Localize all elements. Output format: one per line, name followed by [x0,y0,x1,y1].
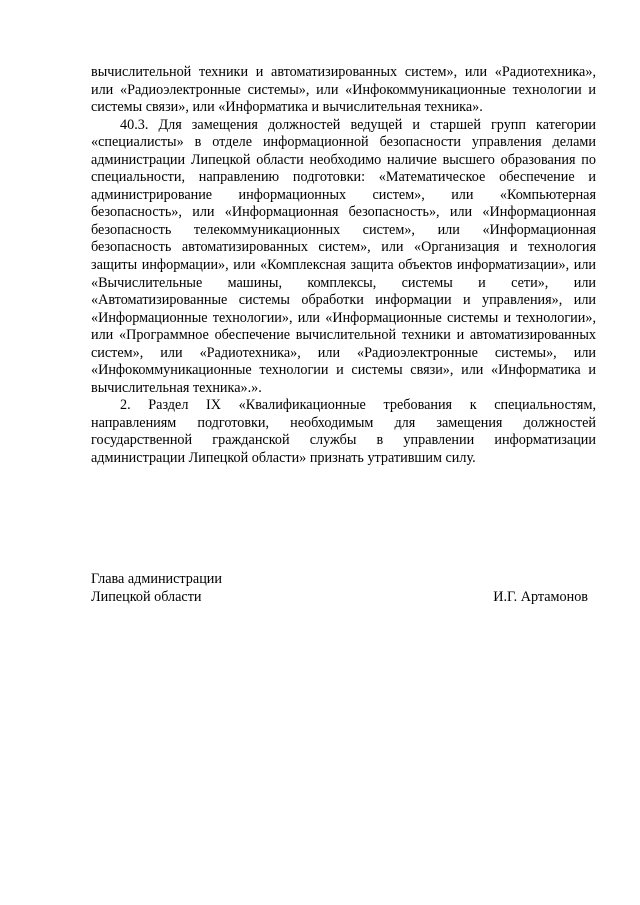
paragraph-item-2: 2. Раздел IX «Квалификационные требования к специальностям, направлениям подготовки, необходимым для замещения должностей государственной гражданской службы в управлении информатизации администрации Липецкой области» признать утратившим силу. [91,397,596,467]
signature-block [91,571,588,606]
paragraph-continuation: вычислительной техники и автоматизированных систем», или «Радиотехника», или «Радиоэлектронные системы», или «Инфокоммуникационные технологии и системы связи», или «Информатика и вычислительная техника». [91,64,596,116]
signatory-title-line1: Глава администрации [91,571,222,587]
signatory-title-line2: Липецкой области [91,588,202,605]
document-body [91,64,596,468]
signature-row [91,589,588,607]
signatory-name: И.Г. Артамонов [493,588,588,605]
paragraph-item-40-3: 40.3. Для замещения должностей ведущей и старшей групп категории «специалисты» в отделе информационной безопасности управления делами администрации Липецкой области необходимо наличие высшего образования по специальности, направлению подготовки: «Математическое обеспечение и администрирование информационных систем», или «Компьютерная безопасность», или «Информационная безопасность», или «Информационная безопасность телекоммуникационных систем», или «Информационная безопасность автоматизированных систем», или «Организация и технология защиты информации», или «Комплексная защита объектов информатизации», или «Вычислительные машины, комплексы, системы и сети», или «Автоматизированные системы обработки информации и управления», или «Информационные технологии», или «Информационные системы и технологии», или «Программное обеспечение вычислительной техники и автоматизированных систем», или «Радиотехника», или «Радиоэлектронные системы», или «Инфокоммуникационные технологии и системы связи», или «Информатика и вычислительная техника».». [91,116,596,396]
